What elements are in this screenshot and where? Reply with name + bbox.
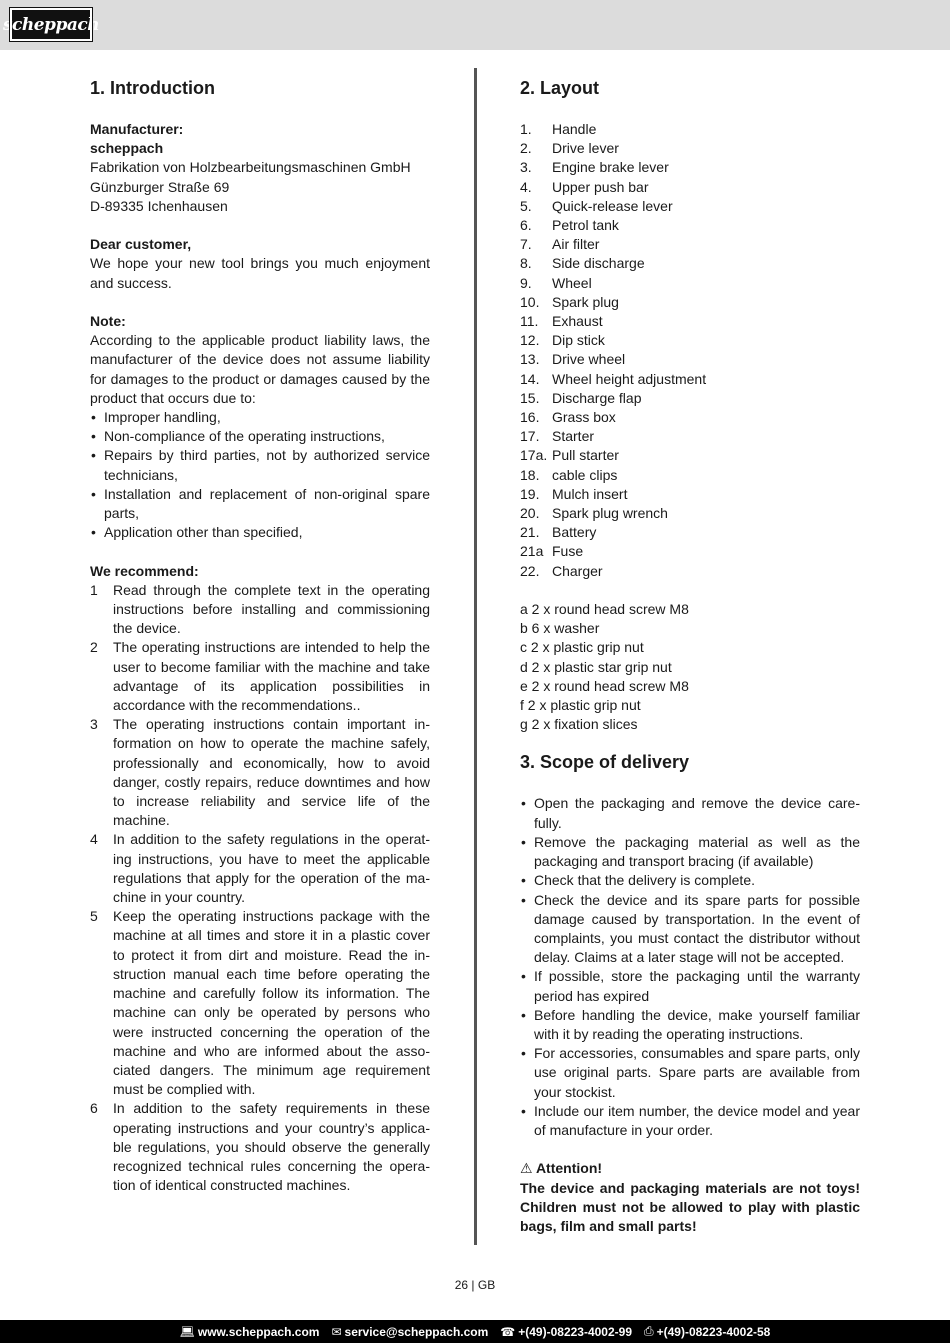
page-number: 26 | GB	[454, 1278, 496, 1292]
item-label: Upper push bar	[552, 178, 649, 195]
item-label: Quick-release lever	[552, 197, 673, 214]
list-item: • Repairs by third parties, not by authorized service technicians,	[90, 446, 430, 484]
list-item	[520, 523, 860, 542]
attention-heading	[520, 1159, 860, 1178]
item-text: In addition to the safety requirements in these operating instructions and your country’s applicable regulations, you should observe the generally recognized technical rules concerning the operation of identical constructed machines.	[113, 1100, 430, 1194]
phone-text: +(49)-08223-4002-99	[518, 1324, 632, 1339]
item-number: 10.	[520, 293, 540, 310]
list-item	[520, 485, 860, 504]
website-text: www.scheppach.com	[197, 1324, 320, 1339]
recommend-list	[90, 581, 430, 1196]
dear-customer-label: Dear customer,	[90, 236, 192, 253]
item-text: Read through the complete text in the operating instructions before installing and commissioning the device.	[113, 581, 430, 637]
email-text: service@scheppach.com	[344, 1324, 489, 1339]
item-label: Pull starter	[552, 447, 619, 464]
list-item	[520, 139, 860, 158]
item-text: The operating instructions contain important information on how to operate the machine safely, professionally and economically, how to avoid danger, costly repairs, reduce downtimes and how to increase reliability and service life of the machine.	[113, 716, 430, 829]
item-label: Battery	[552, 524, 597, 541]
note-label: Note:	[90, 313, 126, 329]
item-number: 11.	[520, 313, 539, 330]
item-label: Engine brake lever	[552, 159, 669, 176]
item-number: 2	[90, 639, 98, 656]
list-item: • Improper handling,	[90, 408, 430, 427]
list-item	[90, 907, 430, 1099]
list-item: f 2 x plastic grip nut	[520, 697, 641, 714]
warning-icon: ⚠	[520, 1160, 533, 1177]
item-text: In addition to the safety regulations in the operating instructions, you have to meet the applicable regulations that apply for the operation of the machine in your country.	[113, 831, 430, 906]
header-bar	[0, 0, 950, 50]
list-item	[90, 1099, 430, 1195]
layout-column	[520, 76, 860, 1236]
scheppach-logo: scheppach	[10, 8, 92, 41]
scope-title: 3. Scope of delivery	[520, 752, 690, 773]
note-list	[90, 408, 430, 542]
item-label: Drive lever	[552, 140, 619, 157]
item-number: 20.	[520, 505, 540, 522]
item-number: 5.	[520, 197, 532, 214]
item-number: 16.	[520, 409, 540, 426]
list-item	[520, 504, 860, 523]
address-line: D-89335 Ichenhausen	[90, 197, 228, 214]
address-line: Günzburger Straße 69	[90, 178, 230, 195]
footer-phone[interactable]	[500, 1325, 632, 1339]
list-item	[520, 408, 860, 427]
list-item: • Application other than specified,	[90, 523, 430, 542]
introduction-column	[90, 76, 430, 1195]
list-item	[520, 427, 860, 446]
list-item: a 2 x round head screw M8	[520, 601, 689, 618]
list-item: • Check the device and its spare parts for possible damage caused by transportation. In the event of complaints, you must contact the distributor without delay. Claims at a later stage will not be accepted.	[520, 891, 860, 968]
phone-icon: ☎	[500, 1324, 516, 1339]
item-number: 17.	[520, 428, 540, 445]
address-line: Fabrikation von Holzbearbeitungsmaschinen GmbH	[90, 159, 411, 176]
list-item: g 2 x fixation slices	[520, 716, 638, 733]
item-number: 3.	[520, 159, 532, 176]
item-number: 4.	[520, 178, 532, 195]
recommend-label: We recommend:	[90, 562, 199, 579]
item-label: Grass box	[552, 409, 616, 426]
item-number: 17a.	[520, 447, 548, 464]
list-item	[90, 715, 430, 830]
item-number: 13.	[520, 351, 540, 368]
list-item	[520, 331, 860, 350]
list-item: • Check that the delivery is complete.	[520, 871, 860, 890]
item-number: 19.	[520, 485, 540, 502]
item-number: 21a	[520, 543, 544, 560]
item-label: Wheel height adjustment	[552, 370, 707, 387]
list-item	[520, 197, 860, 216]
list-item: • Before handling the device, make yourself familiar with it by reading the operating instructions.	[520, 1006, 860, 1044]
list-item: • Remove the packaging material as well as the packaging and transport bracing (if available)	[520, 833, 860, 871]
item-text: The operating instructions are intended to help the user to become familiar with the machine and take advantage of its application possibilities in accordance with the recommendations..	[113, 639, 430, 714]
computer-icon: 💻︎	[179, 1324, 195, 1339]
item-label: Spark plug wrench	[552, 505, 668, 522]
list-item	[520, 562, 860, 581]
item-number: 5	[90, 908, 98, 925]
item-label: Petrol tank	[552, 217, 619, 234]
list-item	[520, 350, 860, 369]
list-item: c 2 x plastic grip nut	[520, 639, 644, 656]
footer-email[interactable]	[331, 1325, 488, 1339]
list-item: d 2 x plastic star grip nut	[520, 658, 672, 675]
scope-list	[520, 794, 860, 1140]
manufacturer-name: scheppach	[90, 140, 164, 157]
item-number: 1.	[520, 121, 532, 137]
manufacturer-label: Manufacturer:	[90, 121, 184, 137]
list-item	[90, 581, 430, 639]
item-label: Spark plug	[552, 293, 619, 310]
column-divider	[474, 68, 477, 1245]
list-item	[520, 235, 860, 254]
list-item: e 2 x round head screw M8	[520, 677, 689, 694]
item-label: Exhaust	[552, 313, 603, 330]
mail-icon: ✉	[331, 1324, 342, 1339]
list-item	[520, 274, 860, 293]
attention-label: Attention!	[535, 1160, 603, 1177]
item-number: 3	[90, 716, 98, 733]
footer-bar	[0, 1320, 950, 1343]
item-number: 4	[90, 831, 98, 848]
item-label: Charger	[552, 562, 603, 579]
item-label: Side discharge	[552, 255, 645, 272]
item-label: Dip stick	[552, 332, 605, 349]
fax-text: +(49)-08223-4002-58	[656, 1324, 771, 1339]
list-item	[520, 120, 860, 139]
item-number: 21.	[520, 524, 540, 541]
list-item	[520, 254, 860, 273]
list-item	[520, 370, 860, 389]
list-item	[520, 389, 860, 408]
item-label: cable clips	[552, 466, 618, 483]
item-text: Keep the operating instructions package with the machine at all times and store it in a plastic cover to protect it from dirt and moisture. Read the instruction manual each time before operating the machine and carefully follow its information. The machine can only be operated by persons who were instructed concerning the operation of the machine and who are informed about the associated dangers. The minimum age requirement must be complied with.	[113, 908, 430, 1098]
list-item	[90, 830, 430, 907]
introduction-title: 1. Introduction	[90, 78, 215, 98]
list-item: • For accessories, consumables and spare parts, only use original parts. Spare parts are available from your stockist.	[520, 1044, 860, 1102]
item-number: 9.	[520, 274, 532, 291]
item-label: Drive wheel	[552, 351, 626, 368]
list-item: • If possible, store the packaging until the warranty period has expired	[520, 967, 860, 1005]
dear-customer-text: We hope your new tool brings you much enjoyment and success.	[90, 255, 430, 291]
item-number: 12.	[520, 332, 540, 349]
list-item	[520, 466, 860, 485]
list-item	[520, 158, 860, 177]
list-item	[520, 293, 860, 312]
list-item: • Non-compliance of the operating instructions,	[90, 427, 430, 446]
item-number: 1	[90, 581, 98, 598]
item-number: 8.	[520, 255, 532, 272]
item-number: 22.	[520, 562, 540, 579]
list-item	[520, 312, 860, 331]
item-label: Air filter	[552, 236, 600, 253]
fax-icon: ⎙	[644, 1324, 654, 1338]
list-item: • Installation and replacement of non-original spare parts,	[90, 485, 430, 523]
item-number: 6.	[520, 217, 532, 234]
layout-title: 2. Layout	[520, 78, 600, 98]
list-item	[90, 638, 430, 715]
list-item	[520, 446, 860, 465]
item-label: Fuse	[552, 543, 584, 560]
list-item: • Include our item number, the device model and year of manufacture in your order.	[520, 1102, 860, 1140]
footer-fax	[644, 1324, 770, 1339]
item-number: 7.	[520, 236, 532, 253]
note-text: According to the applicable product liability laws, the manufacturer of the device does not assume liability for damages to the product or damages caused by the product that occurs due to:	[90, 332, 430, 406]
list-item: b 6 x washer	[520, 620, 600, 637]
item-number: 14.	[520, 370, 540, 387]
item-label: Wheel	[552, 274, 592, 291]
accessories-list	[520, 600, 860, 734]
layout-list	[520, 120, 860, 581]
item-label: Mulch insert	[552, 485, 628, 502]
list-item: • Open the packaging and remove the device carefully.	[520, 794, 860, 832]
list-item	[520, 542, 860, 561]
item-label: Handle	[552, 121, 597, 137]
list-item	[520, 178, 860, 197]
attention-text: The device and packaging materials are not toys! Children must not be allowed to play with plastic bags, film and small parts!	[520, 1179, 860, 1234]
footer-website[interactable]	[180, 1325, 320, 1339]
item-label: Starter	[552, 428, 595, 445]
item-number: 18.	[520, 466, 540, 483]
item-number: 15.	[520, 389, 540, 406]
item-label: Discharge flap	[552, 389, 642, 406]
item-number: 6	[90, 1100, 98, 1117]
list-item	[520, 216, 860, 235]
item-number: 2.	[520, 140, 532, 157]
